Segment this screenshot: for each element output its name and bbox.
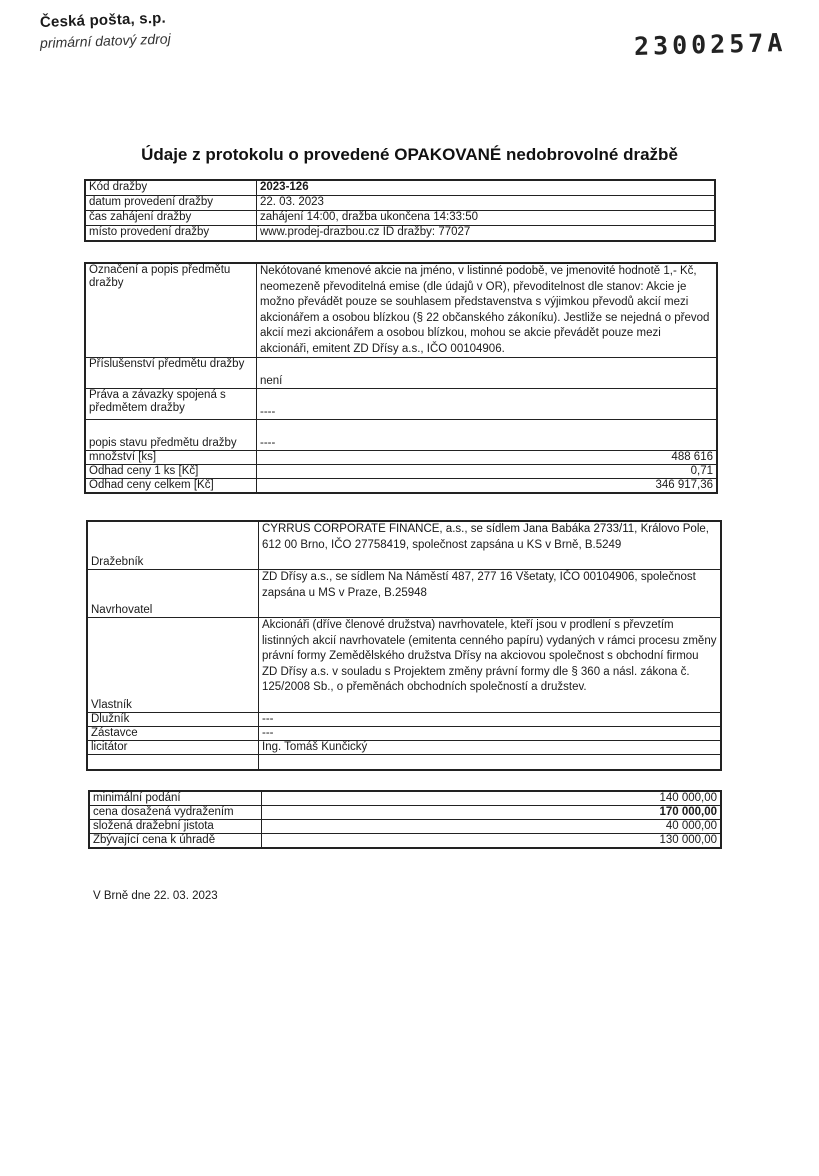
auction-date-label: datum provedení dražby [85,196,257,211]
subject-description-label: Označení a popis předmětu dražby [85,263,257,358]
deposit-value: 40 000,00 [262,820,722,834]
licitator-value: Ing. Tomáš Kunčický [259,741,722,755]
page-title: Údaje z protokolu o provedené OPAKOVANÉ nedobrovolné dražbě [141,145,678,164]
debtor-label: Dlužník [87,713,259,727]
parties-table [86,520,722,771]
auction-code-value: 2023-126 [257,180,716,196]
auction-place-label: místo provedení dražby [85,226,257,242]
price-total-label: Odhad ceny celkem [Kč] [85,479,257,494]
table-row [85,389,717,420]
licitator-label: licitátor [87,741,259,755]
table-row [87,521,721,570]
table-row [89,834,721,849]
stamp-line-1: Česká pošta, s.p. [39,9,167,31]
table-row [89,820,721,834]
table-row [87,618,721,713]
quantity-value: 488 616 [257,451,718,465]
table-row [87,741,721,755]
auctioneer-label: Dražebník [87,521,259,570]
achieved-price-label: cena dosažená vydražením [89,806,262,820]
accessories-value: není [257,358,718,389]
min-bid-value: 140 000,00 [262,791,722,806]
table-row [85,196,715,211]
proposer-value: ZD Dřísy a.s., se sídlem Na Náměstí 487, 277 16 Všetaty, IČO 00104906, společnost zapsána u MS v Praze, B.25948 [259,570,722,618]
price-per-unit-value: 0,71 [257,465,718,479]
auction-time-label: čas zahájení dražby [85,211,257,226]
remaining-price-label: Zbývající cena k úhradě [89,834,262,849]
achieved-price-value: 170 000,00 [262,806,722,820]
empty-cell [87,755,259,771]
stamp-line-2: primární datový zdroj [39,30,171,51]
table-row [85,420,717,451]
auctioneer-value: CYRRUS CORPORATE FINANCE, a.s., se sídlem Jana Babáka 2733/11, Královo Pole, 612 00 Brno, IČO 27758419, společnost zapsána u KS v Brně, B.5249 [259,521,722,570]
price-total-value: 346 917,36 [257,479,718,494]
table-row [85,358,717,389]
subject-table [84,262,718,494]
table-row [85,180,715,196]
subject-description-value: Nekótované kmenové akcie na jméno, v listinné podobě, ve jmenovité hodnotě 1,- Kč, neomezeně převoditelná emise (dle údajů v OR), převoditelnost dle stanov: Akcie je možno převádět pouze se souhlasem představenstva s výjimkou převodů akcií mezi akcionářem a osobou blízkou (§ 22 občanského zákoníku). Jestliže se nejedná o převod akcií mezi akcionářem a osobou blízkou, mohou se akcie převádět pouze mezi akcionáři, emitent ZD Dřísy a.s., IČO 00104906. [257,263,718,358]
debtor-value: --- [259,713,722,727]
table-row [85,211,715,226]
table-row [85,451,717,465]
condition-value: ---- [257,420,718,451]
table-row [89,806,721,820]
proposer-label: Navrhovatel [87,570,259,618]
remaining-price-value: 130 000,00 [262,834,722,849]
owner-label: Vlastník [87,618,259,713]
auction-info-table [84,179,716,242]
auction-code-label: Kód dražby [85,180,257,196]
post-stamp [39,9,171,51]
quantity-label: množství [ks] [85,451,257,465]
pledgee-value: --- [259,727,722,741]
prices-table [88,790,722,849]
table-row [85,479,717,494]
rights-label: Práva a závazky spojená s předmětem dražby [85,389,257,420]
owner-value: Akcionáři (dříve členové družstva) navrhovatele, kteří jsou v prodlení s převzetím listinných akcií navrhovatele (emitenta cenného papíru) vydaných v rámci procesu změny právní formy Zemědělského družstva Dřísy na akciovou společnost s obchodní firmou ZD Dřísy a.s. v souladu s Projektem změny právní formy dle § 360 a násl. zákona č. 125/2008 Sb., o přeměnách obchodních společností a družstev. [259,618,722,713]
place-and-date: V Brně dne 22. 03. 2023 [93,890,218,902]
empty-cell [259,755,722,771]
condition-label: popis stavu předmětu dražby [85,420,257,451]
pledgee-label: Zástavce [87,727,259,741]
auction-time-value: zahájení 14:00, dražba ukončena 14:33:50 [257,211,716,226]
table-row [87,570,721,618]
deposit-label: složená dražební jistota [89,820,262,834]
table-row [85,226,715,242]
table-row [85,263,717,358]
table-row [87,713,721,727]
rights-value: ---- [257,389,718,420]
table-row [87,755,721,771]
min-bid-label: minimální podání [89,791,262,806]
accessories-label: Příslušenství předmětu dražby [85,358,257,389]
table-row [85,465,717,479]
auction-date-value: 22. 03. 2023 [257,196,716,211]
table-row [87,727,721,741]
auction-place-value: www.prodej-drazbou.cz ID dražby: 77027 [257,226,716,242]
document-number: 2300257A [633,28,787,61]
price-per-unit-label: Odhad ceny 1 ks [Kč] [85,465,257,479]
table-row [89,791,721,806]
